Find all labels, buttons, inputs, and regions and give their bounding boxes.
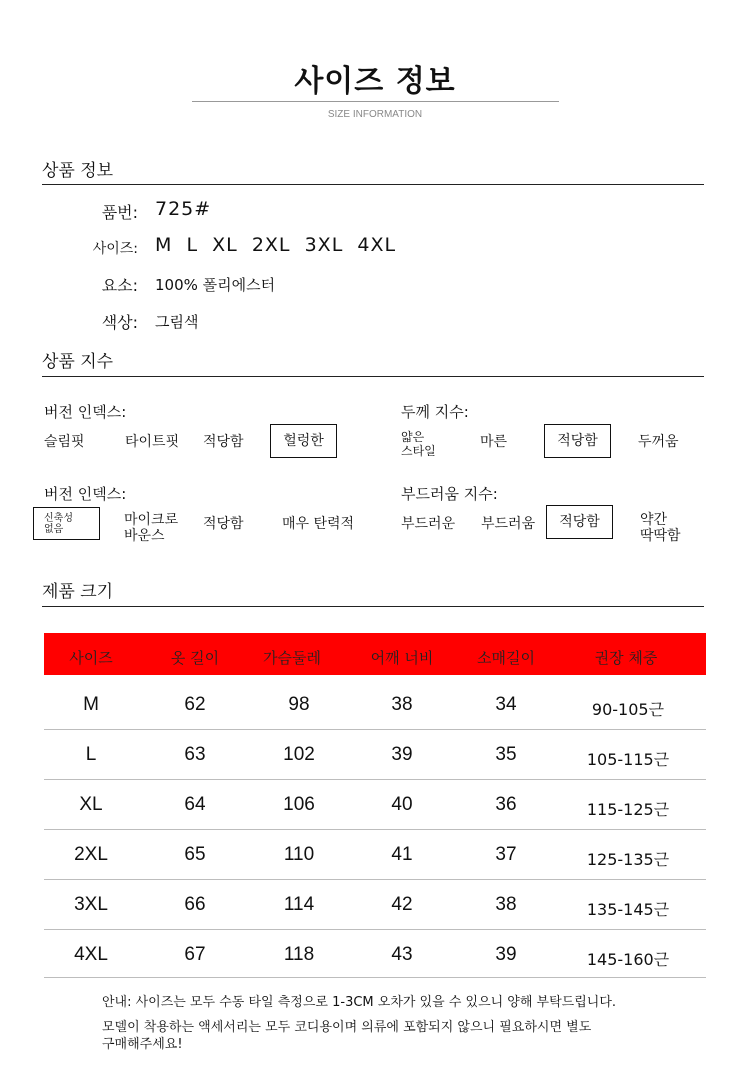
thickness-option-moderate-label: 적당함 — [557, 433, 598, 449]
fit-option-loose-selected — [270, 424, 337, 458]
table-cell-weight: 105-115근 — [586, 750, 670, 769]
table-cell-size: 2XL — [74, 844, 108, 865]
table-cell-shoulder: 42 — [391, 894, 413, 915]
info-value-color: 그림색 — [155, 313, 199, 331]
thickness-option-slim: 마른 — [480, 434, 508, 450]
table-cell-sleeve: 36 — [495, 794, 517, 815]
info-value-material: 100% 폴리에스터 — [155, 276, 276, 294]
softness-option-slightly-stiff-line1: 약간 — [640, 512, 668, 528]
thickness-index-title: 두께 지수: — [401, 403, 469, 421]
softness-option-moderate-label: 적당함 — [559, 514, 600, 530]
softness-option-slightly-stiff-line2: 딱딱함 — [640, 528, 681, 544]
table-cell-length: 63 — [184, 744, 206, 765]
softness-option-slightly-stiff — [640, 512, 681, 544]
table-header-length: 옷 길이 — [170, 649, 220, 667]
table-header-size: 사이즈 — [69, 649, 113, 667]
fit-option-loose-label: 헐렁한 — [283, 433, 324, 449]
table-cell-weight: 125-135근 — [586, 850, 670, 869]
table-cell-size: 4XL — [74, 944, 108, 965]
info-label-item-number: 품번: — [101, 203, 138, 222]
table-cell-weight: 115-125근 — [586, 800, 670, 819]
fit-option-slim: 슬림핏 — [44, 434, 85, 450]
note-measurement: 안내: 사이즈는 모두 수동 타일 측정으로 1-3CM 오차가 있을 수 있으니 양해 부탁드립니다. — [102, 995, 617, 1010]
table-cell-chest: 118 — [283, 944, 315, 965]
table-row-divider — [44, 977, 706, 978]
stretch-option-micro-line1: 마이크로 — [124, 512, 179, 528]
table-header-shoulder: 어깨 너비 — [370, 649, 434, 667]
table-header-sleeve: 소매길이 — [477, 649, 535, 667]
table-cell-shoulder: 39 — [391, 744, 413, 765]
table-cell-length: 66 — [184, 894, 206, 915]
table-cell-weight: 145-160근 — [586, 950, 670, 969]
table-row-divider — [44, 779, 706, 780]
note-accessories: 모델이 착용하는 액세서리는 모두 코디용이며 의류에 포함되지 않으니 필요하시면 별도 — [102, 1020, 592, 1035]
thickness-option-thick: 두꺼움 — [638, 434, 679, 450]
table-cell-length: 65 — [184, 844, 206, 865]
table-cell-chest: 110 — [283, 844, 315, 865]
thickness-option-thin-line1: 얇은 — [401, 430, 425, 444]
title-divider — [192, 101, 559, 102]
thickness-option-thin — [401, 430, 436, 458]
section-divider — [42, 376, 704, 377]
thickness-option-moderate-selected — [544, 424, 611, 458]
softness-option-moderate-selected — [546, 505, 613, 539]
section-divider — [42, 184, 704, 185]
info-value-item-number: 725# — [155, 198, 212, 220]
fit-index-title: 버전 인덱스: — [44, 403, 127, 421]
table-cell-chest: 102 — [283, 744, 315, 765]
table-header-chest: 가슴둘레 — [263, 649, 321, 667]
table-row-divider — [44, 829, 706, 830]
table-row-divider — [44, 879, 706, 880]
table-cell-sleeve: 38 — [495, 894, 517, 915]
table-cell-size: 3XL — [74, 894, 108, 915]
table-cell-size: L — [85, 744, 97, 765]
page-title: 사이즈 정보 — [294, 64, 456, 99]
stretch-option-none-line1: 신축성 — [44, 512, 73, 524]
table-cell-shoulder: 40 — [391, 794, 413, 815]
table-cell-size: M — [83, 694, 99, 715]
table-cell-chest: 98 — [288, 694, 310, 715]
table-cell-weight: 135-145근 — [586, 900, 670, 919]
softness-option-softness: 부드러움 — [481, 516, 536, 532]
table-cell-shoulder: 43 — [391, 944, 413, 965]
stretch-option-moderate: 적당함 — [203, 516, 244, 532]
stretch-index-title: 버전 인덱스: — [44, 485, 127, 503]
section-divider — [42, 606, 704, 607]
table-cell-sleeve: 37 — [495, 844, 517, 865]
table-cell-chest: 106 — [283, 794, 315, 815]
section-title-size-table: 제품 크기 — [42, 582, 114, 602]
info-label-size: 사이즈: — [92, 241, 138, 257]
stretch-option-none-line2: 없음 — [44, 523, 64, 535]
table-row-divider — [44, 929, 706, 930]
table-row-divider — [44, 729, 706, 730]
table-cell-shoulder: 38 — [391, 694, 413, 715]
table-header-weight: 권장 체중 — [594, 649, 658, 667]
thickness-option-thin-line2: 스타일 — [401, 444, 436, 458]
stretch-option-micro — [124, 512, 178, 544]
section-title-product-info: 상품 정보 — [42, 161, 114, 181]
stretch-option-micro-line2: 바운스 — [124, 528, 165, 544]
fit-option-tight: 타이트핏 — [125, 434, 180, 450]
table-cell-shoulder: 41 — [391, 844, 413, 865]
fit-option-moderate: 적당함 — [203, 434, 244, 450]
stretch-option-none-selected — [33, 507, 100, 540]
table-cell-sleeve: 34 — [495, 694, 517, 715]
table-cell-sleeve: 35 — [495, 744, 517, 765]
table-cell-length: 64 — [184, 794, 206, 815]
stretch-option-very-elastic: 매우 탄력적 — [282, 516, 355, 532]
table-cell-sleeve: 39 — [495, 944, 517, 965]
table-cell-length: 67 — [184, 944, 206, 965]
info-label-color: 색상: — [101, 313, 138, 332]
section-title-product-index: 상품 지수 — [42, 352, 114, 372]
table-cell-length: 62 — [184, 694, 206, 715]
softness-index-title: 부드러움 지수: — [401, 485, 498, 503]
table-cell-size: XL — [79, 794, 103, 815]
table-cell-chest: 114 — [283, 894, 315, 915]
table-cell-weight: 90-105근 — [591, 700, 665, 719]
info-value-size: M L XL 2XL 3XL 4XL — [155, 234, 397, 256]
info-label-material: 요소: — [101, 276, 138, 295]
note-accessories-cont: 구매해주세요! — [102, 1037, 183, 1052]
softness-option-soft: 부드러운 — [401, 516, 456, 532]
page-subtitle: SIZE INFORMATION — [327, 109, 423, 120]
